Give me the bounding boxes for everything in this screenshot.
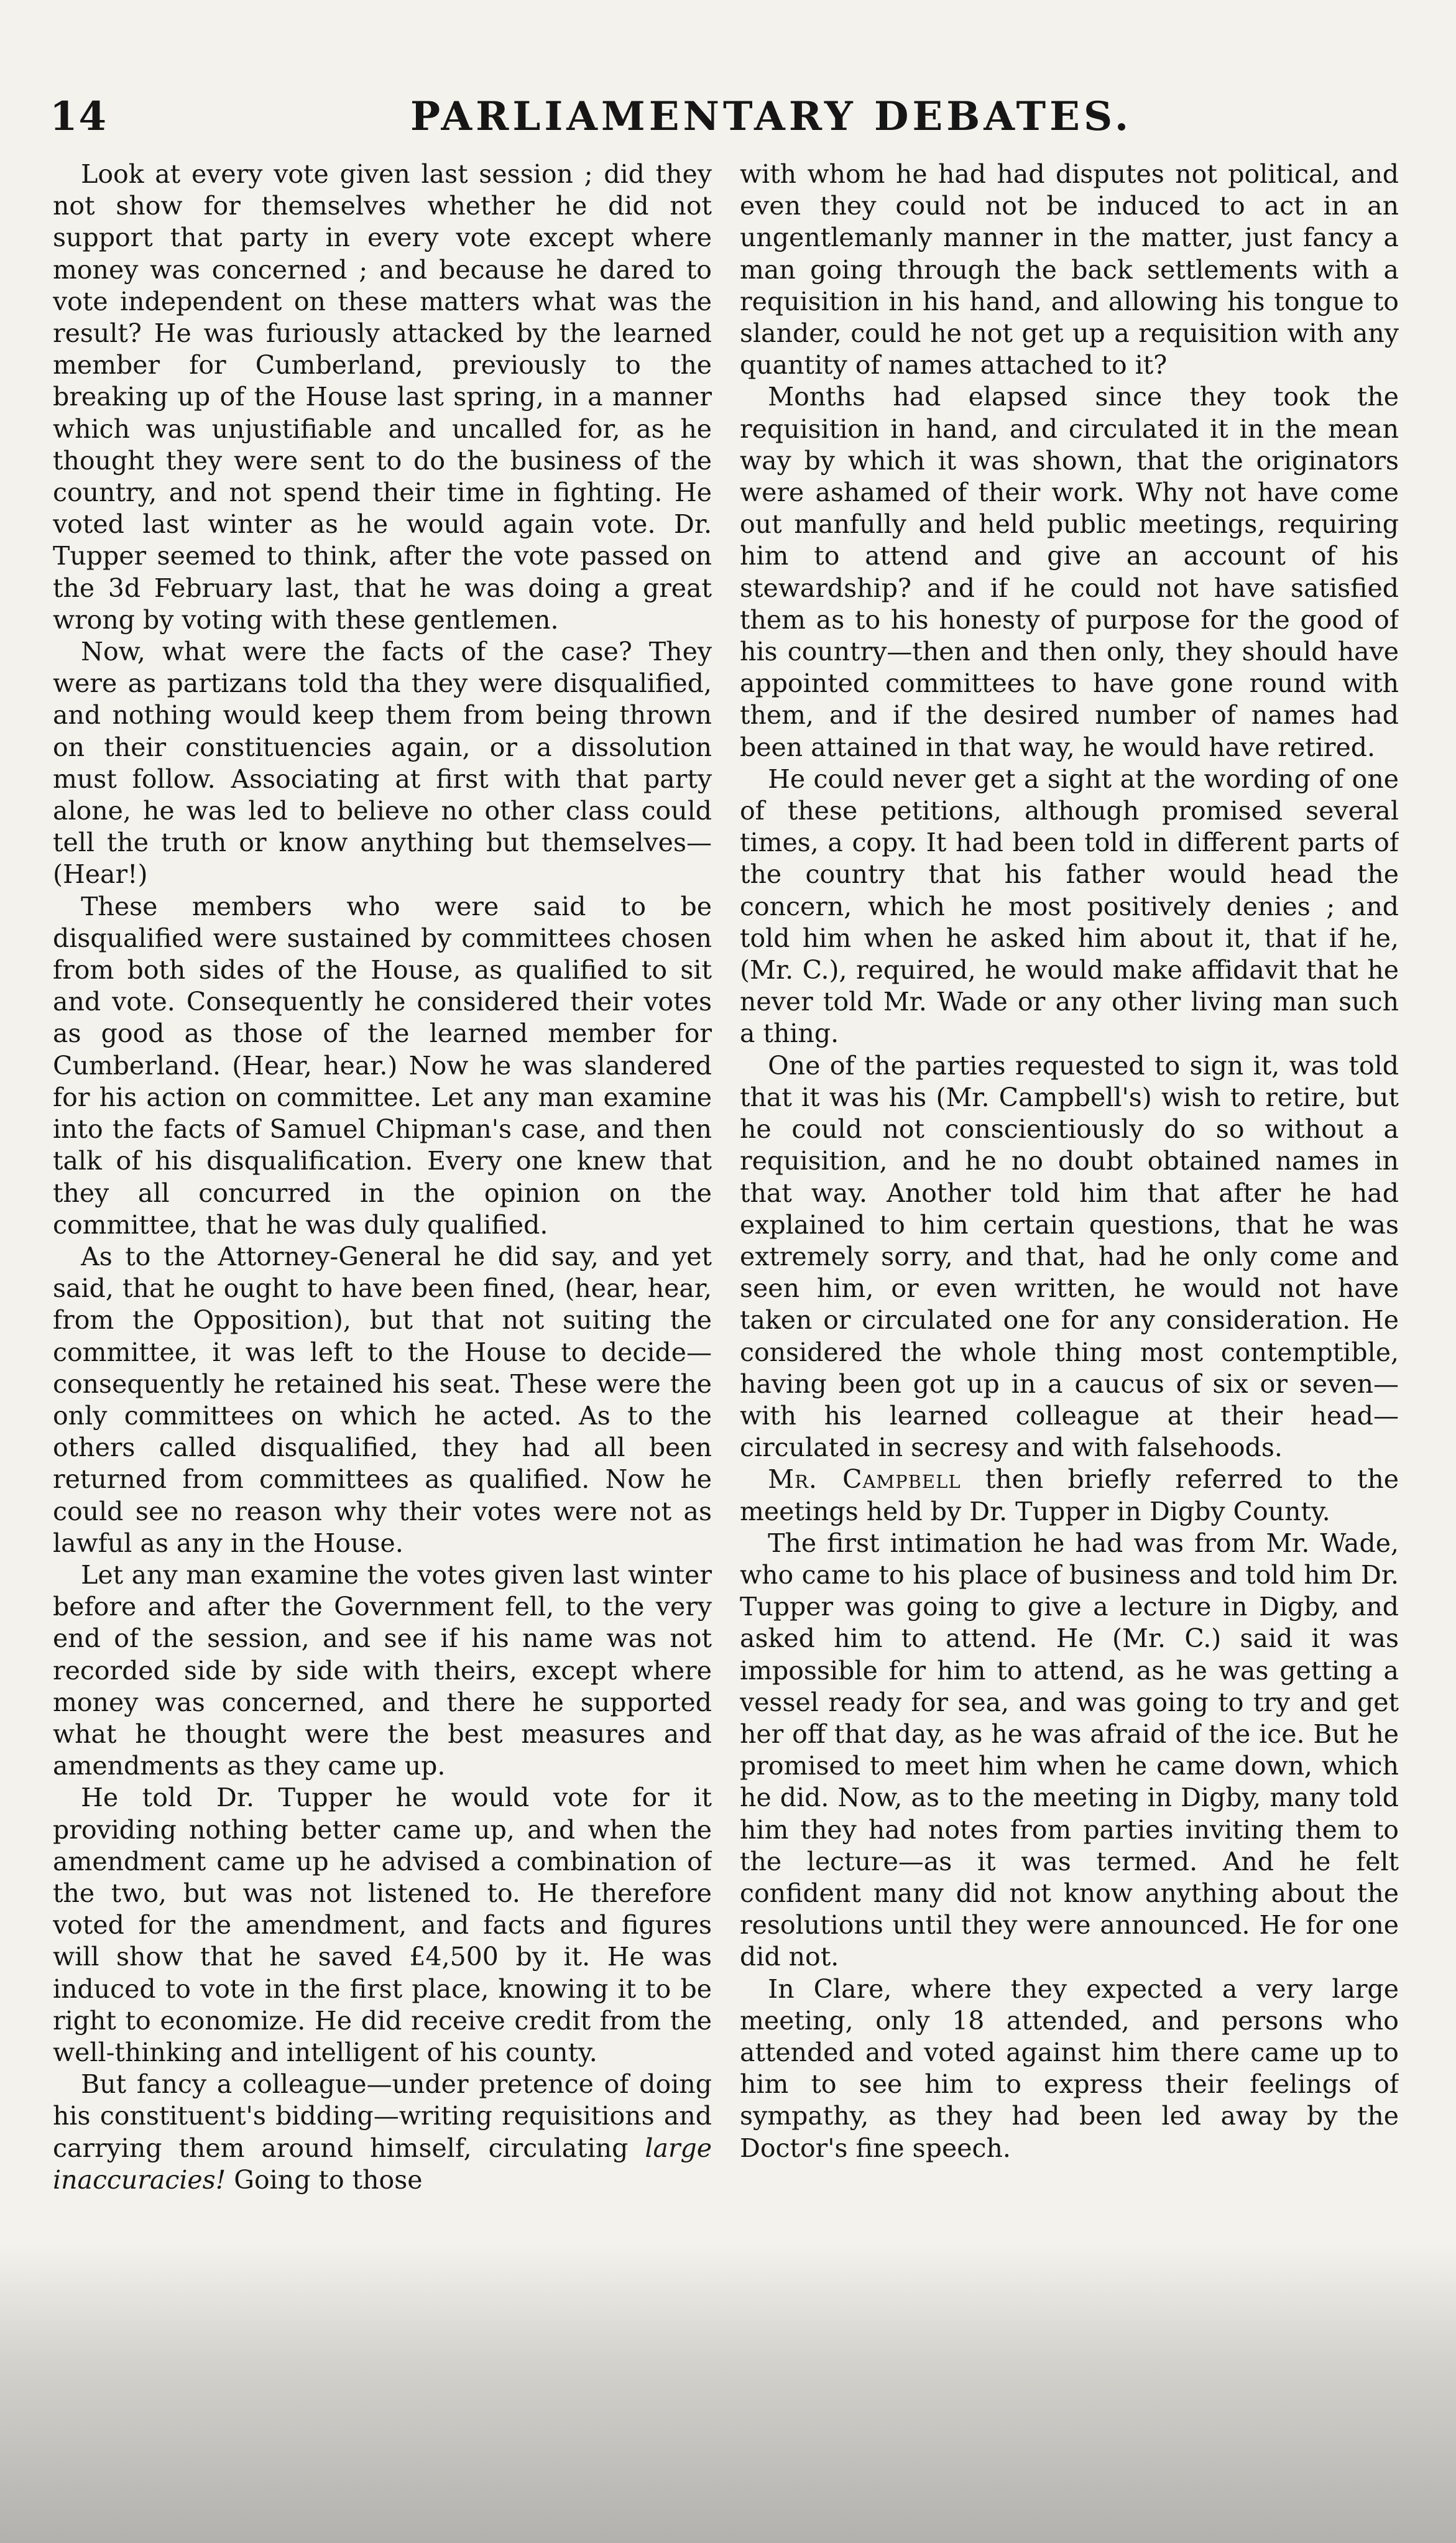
paragraph: Now, what were the facts of the case? They were as partizans told tha they were disqualified, and nothing would keep them from being thrown on their constituencies again, or a dissolution must follow. Associating at first with that party alone, he was led to believe no other class could tell the truth or know anything but themselves—(Hear!) — [53, 637, 712, 890]
paragraph: He could never get a sight at the wording of one of these petitions, although promised several times, a copy. It had been told in different parts of the country that his father would head the concern, which he most positively denies ; and told him when he asked him about it, that if he, (Mr. C.), required, he would make affidavit that he never told Mr. Wade or any other living man such a thing. — [740, 764, 1399, 1049]
paragraph: with whom he had had disputes not political, and even they could not be induced to act in an ungentlemanly manner in the matter, just fancy a man going through the back settlements with a requisition in his hand, and allowing his tongue to slander, could he not get up a requisition with any quantity of names attached to it? — [740, 159, 1399, 381]
paragraph: He told Dr. Tupper he would vote for it providing nothing better came up, and when the amendment came up he advised a combination of the two, but was not listened to. He therefore voted for the amendment, and facts and figures will show that he saved £4,500 by it. He was induced to vote in the first place, knowing it to be right to economize. He did receive credit from the well-thinking and intelligent of his county. — [53, 1783, 712, 2067]
paragraph: As to the Attorney-General he did say, and yet said, that he ought to have been fined, (hear, hear, from the Opposition), but that not suiting the committee, it was left to the House to decide—consequently he retained his seat. These were the only committees on which he acted. As to the others called disqualified, they had all been returned from committees as qualified. Now he could see no reason why their votes were not as lawful as any in the House. — [53, 1241, 712, 1558]
running-title: PARLIAMENTARY DEBATES. — [410, 93, 1133, 140]
paragraph — [740, 1464, 1399, 1527]
paragraph: Look at every vote given last session ; did they not show for themselves whether he did not support that party in every vote except where money was concerned ; and because he dared to vote independent on these matters what was the result? He was furiously attacked by the learned member for Cumberland, previously to the breaking up of the House last spring, in a manner which was unjustifiable and uncalled for, as he thought they were sent to do the business of the country, and not spend their time in fighting. He voted last winter as he would again vote. Dr. Tupper seemed to think, after the vote passed on the 3d February last, that he was doing a great wrong by voting with these gentlemen. — [53, 159, 712, 635]
paragraph: Let any man examine the votes given last winter before and after the Government fell, to the very end of the session, and see if his name was not recorded side by side with theirs, except where money was concerned, and there he supported what he thought were the best measures and amendments as they came up. — [53, 1559, 712, 1781]
text-run: then briefly referred to the meetings held by Dr. Tupper in Digby County. — [740, 1464, 1399, 1526]
text-run: But fancy a colleague—under pretence of doing his constituent's bidding—writing requisitions and carrying them around himself, circulating — [53, 2069, 712, 2163]
paragraph: In Clare, where they expected a very large meeting, only 18 attended, and persons who attended and voted against him there came up to him to see him to express their feelings of sympathy, as they had been led away by the Doctor's fine speech. — [740, 1973, 1399, 2163]
paragraph: Months had elapsed since they took the requisition in hand, and circulated it in the mean way by which it was shown, that the originators were ashamed of their work. Why not have come out manfully and held public meetings, requiring him to attend and give an account of his stewardship? and if he could not have satisfied them as to his honesty of purpose for the good of his country—then and then only, they should have appointed committees to have gone round with them, and if the desired number of names had been attained in that way, he would have retired. — [740, 382, 1399, 762]
left-column — [53, 159, 712, 2509]
paragraph: The first intimation he had was from Mr. Wade, who came to his place of business and told him Dr. Tupper was going to give a lecture in Digby, and asked him to attend. He (Mr. C.) said it was impossible for him to attend, as he was getting a vessel ready for sea, and was going to try and get her off that day, as he was afraid of the ice. But he promised to meet him when he came down, which he did. Now, as to the meeting in Digby, many told him they had notes from parties inviting them to the lecture—as it was termed. And he felt confident many did not know anything about the resolutions until they were announced. He for one did not. — [740, 1528, 1399, 1972]
right-column — [740, 159, 1399, 2509]
speaker-name: Mr. Campbell — [768, 1464, 961, 1495]
paragraph: One of the parties requested to sign it, was told that it was his (Mr. Campbell's) wish to retire, but he could not conscientiously do so without a requisition, and he no doubt obtained names in that way. Another told him that after he had explained to him certain questions, that he was extremely sorry, and that, had he only come and seen him, or even written, he would not have taken or circulated one for any consideration. He considered the whole thing most contemptible, having been got up in a caucus of six or seven—with his learned colleague at their head—circulated in secresy and with falsehoods. — [740, 1050, 1399, 1463]
text-run: Going to those — [226, 2164, 423, 2195]
italic-phrase: large inaccuracies! — [53, 2133, 712, 2195]
paragraph — [53, 2069, 712, 2196]
paragraph: These members who were said to be disqualified were sustained by committees chosen from both sides of the House, as qualified to sit and vote. Consequently he considered their votes as good as those of the learned member for Cumberland. (Hear, hear.) Now he was slandered for his action on committee. Let any man examine into the facts of Samuel Chipman's case, and then talk of his disqualification. Every one knew that they all concurred in the opinion on the committee, that he was duly qualified. — [53, 891, 712, 1240]
page-number: 14 — [50, 93, 108, 140]
page-header — [50, 93, 1417, 149]
